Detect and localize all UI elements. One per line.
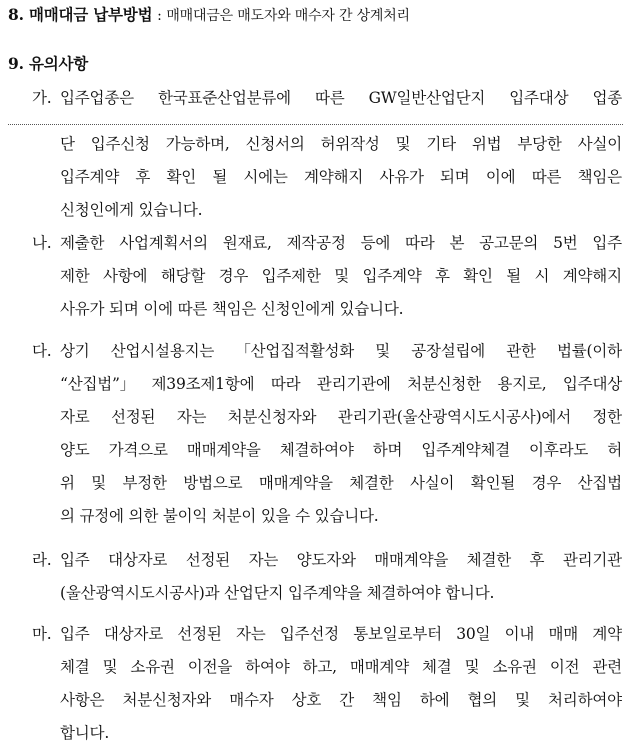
item-na-line-3: 사유가 되며 이에 따른 책임은 신청인에게 있습니다.	[60, 300, 404, 318]
item-da-line-4: 양도 가격으로 매매계약을 체결하여야 하며 입주계약체결 이후라도 허	[60, 441, 622, 459]
item-ma-line-1: 입주 대상자로 선정된 자는 입주선정 통보일로부터 30일 이내 매매 계약	[60, 625, 622, 643]
item-ga-line-4: 신청인에게 있습니다.	[60, 201, 203, 219]
item-ma-line-3: 사항은 처분신청자와 매수자 상호 간 책임 하에 협의 및 처리하여야	[60, 691, 622, 709]
section-9-heading: 9. 유의사항	[8, 54, 89, 73]
item-ma-line-4: 합니다.	[60, 724, 110, 742]
item-ra-line-1: 입주 대상자로 선정된 자는 양도자와 매매계약을 체결한 후 관리기관	[60, 551, 622, 569]
item-ga-line-1: 입주업종은 한국표준산업분류에 따른 GW일반산업단지 입주대상 업종	[60, 89, 622, 107]
item-marker-ga: 가.	[32, 89, 52, 107]
item-ra-line-2: (울산광역시도시공사)과 산업단지 입주계약을 체결하여야 합니다.	[60, 584, 495, 602]
item-ma-line-2: 체결 및 소유권 이전을 하여야 하고, 매매계약 체결 및 소유권 이전 관련	[60, 658, 622, 676]
item-ga-line-2: 단 입주신청 가능하며, 신청서의 허위작성 및 기타 위법 부당한 사실이	[60, 135, 622, 153]
item-da-line-3: 자로 선정된 자는 처분신청자와 관리기관(울산광역시도시공사)에서 정한	[60, 408, 622, 426]
item-na-line-2: 제한 사항에 해당할 경우 입주제한 및 입주계약 후 확인 될 시 계약해지	[60, 267, 622, 285]
item-da-line-6: 의 규정에 의한 불이익 처분이 있을 수 있습니다.	[60, 507, 379, 525]
item-da-line-5: 위 및 부정한 방법으로 매매계약을 체결한 사실이 확인될 경우 산집법	[60, 474, 622, 492]
page-break-divider	[8, 124, 623, 125]
item-marker-ra: 라.	[32, 551, 52, 569]
item-marker-da: 다.	[32, 342, 52, 360]
item-da-line-2: “산집법”」 제39조제1항에 따라 관리기관에 처분신청한 용지로, 입주대상	[60, 375, 622, 393]
section-8-heading: 8. 매매대금 납부방법	[8, 5, 153, 24]
item-da-line-1: 상기 산업시설용지는 「산업집적활성화 및 공장설립에 관한 법률(이하	[60, 342, 622, 360]
section-8-separator: :	[157, 8, 162, 24]
item-na-line-1: 제출한 사업계획서의 원재료, 제작공정 등에 따라 본 공고문의 5번 입주	[60, 234, 622, 252]
item-marker-na: 나.	[32, 234, 52, 252]
item-ga-line-3: 입주계약 후 확인 될 시에는 계약해지 사유가 되며 이에 따른 책임은	[60, 168, 622, 186]
item-marker-ma: 마.	[32, 625, 52, 643]
section-8-text: 매매대금은 매도자와 매수자 간 상계처리	[166, 8, 410, 24]
section-8-line	[8, 4, 410, 27]
